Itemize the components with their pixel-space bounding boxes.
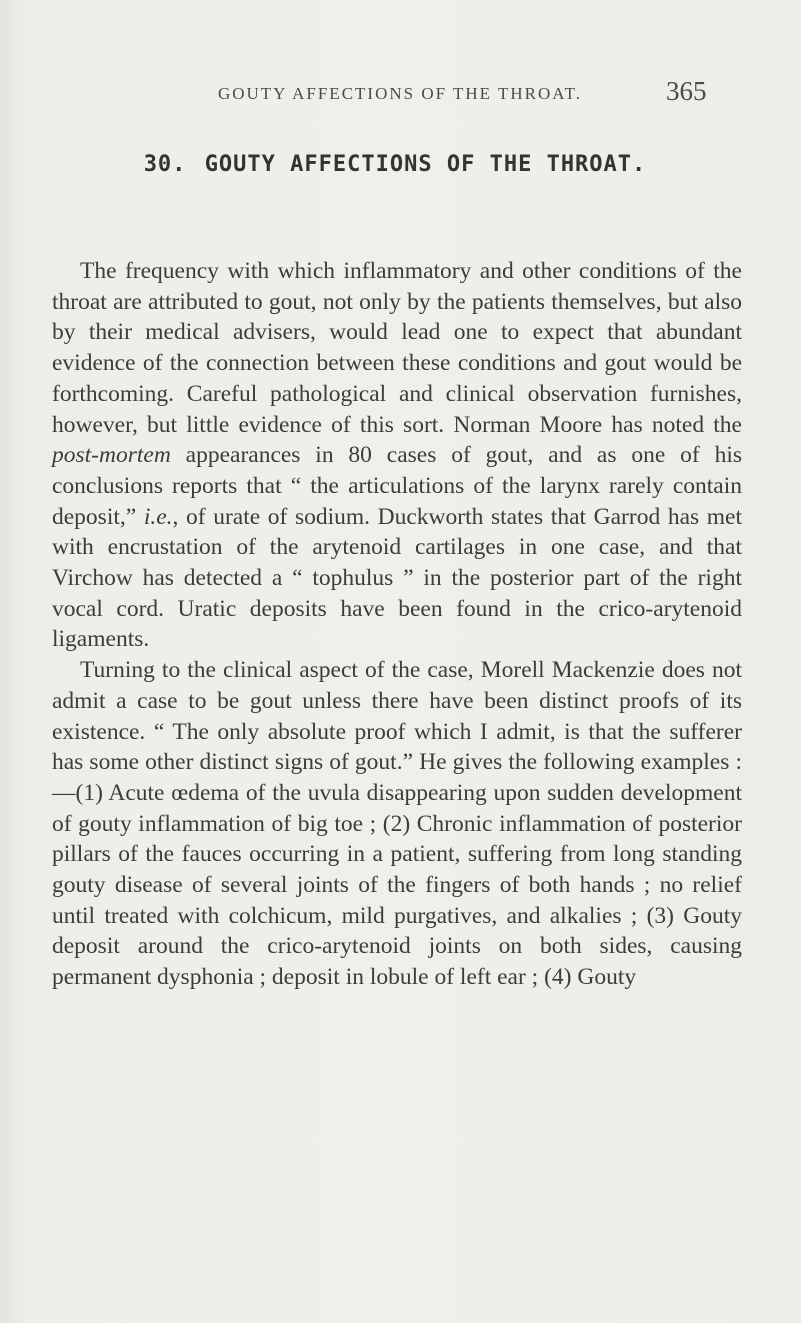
paragraph-text: Turning to the clinical aspect of the case, Morell Mackenzie does not admit a case to be gout unless there have been distinct proofs of its existence. “ The only absolute proof which I admit, is that the sufferer has some other distinct signs of gout.” He gives the following examples :—(1) Acute œdema of the uvula disappearing upon sudden development of gouty inflammation of big toe ; (2) Chronic inflammation of posterior pillars of the fauces occurring in a patient, suffering from long standing gouty disease of several joints of the fingers of both hands ; no relief until treated with colchicum, mild purgatives, and alkalies ; (3) Gouty deposit around the crico-arytenoid joints on both sides, causing permanent dysphonia ; deposit in lobule of left ear ; (4) Gouty <box>52 657 742 991</box>
paragraph-text: , of urate of sodium. Duckworth states that Garrod has met with encrustation of the arytenoid cartilages in one case, and that Virchow has detected a “ tophulus ” in the posterior part of the right vocal cord. Uratic deposits have been found in the crico-arytenoid ligaments. <box>52 503 742 653</box>
paragraph-text: appearances in 80 cases of gout, and as one of his conclusions reports that “ the articulations of the larynx rarely contain deposit,” <box>52 442 742 530</box>
chapter-title: GOUTY AFFECTIONS OF THE THROAT. <box>204 152 647 177</box>
running-head: GOUTY AFFECTIONS OF THE THROAT. <box>217 84 583 103</box>
body-text <box>52 256 742 993</box>
italic-term: post-mortem <box>52 442 171 469</box>
chapter-number: 30. <box>143 152 187 177</box>
italic-term: i.e. <box>143 503 173 530</box>
paragraph <box>52 256 742 655</box>
paragraph-text: The frequency with which inflammatory and other conditions of the throat are attributed to gout, not only by the patients themselves, but also by their medical advisers, would lead one to expect that abundant evidence of the connection between these conditions and gout would be forthcoming. Careful pathological and clinical observation furnishes, however, but little evidence of this sort. Norman Moore has noted the <box>52 258 742 438</box>
page-number: 365 <box>666 76 707 106</box>
paragraph <box>52 655 742 993</box>
chapter-heading <box>50 148 740 181</box>
